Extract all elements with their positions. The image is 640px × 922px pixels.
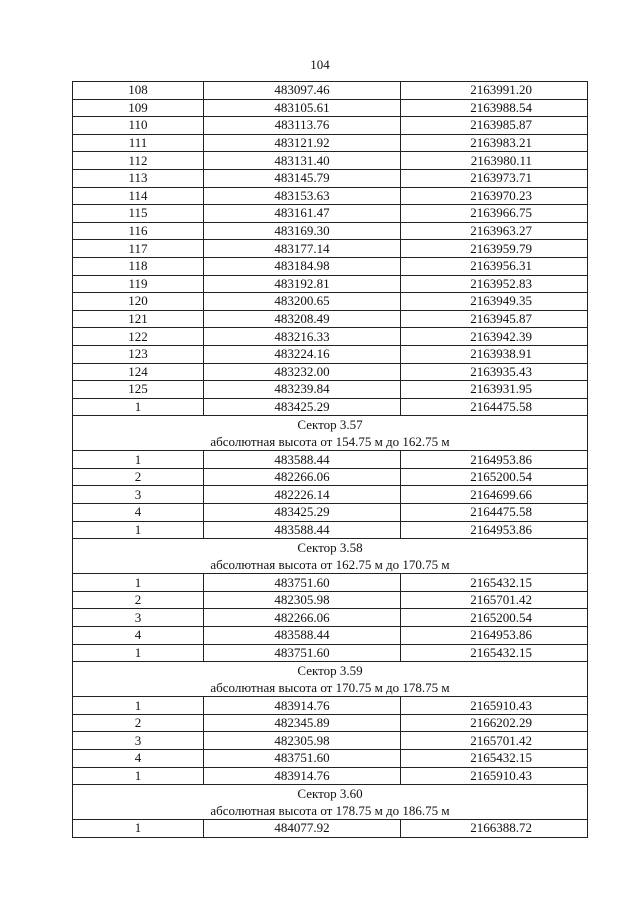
point-number-cell: 4 bbox=[73, 504, 204, 522]
table-row bbox=[73, 169, 588, 187]
sector-altitude: абсолютная высота от 154.75 м до 162.75 м bbox=[210, 434, 450, 450]
x-coordinate-cell: 483184.98 bbox=[204, 257, 401, 275]
point-number-cell: 1 bbox=[73, 521, 204, 539]
x-coordinate-cell: 483145.79 bbox=[204, 169, 401, 187]
table-row bbox=[73, 574, 588, 592]
table-row bbox=[73, 732, 588, 750]
y-coordinate-cell: 2165701.42 bbox=[401, 591, 588, 609]
point-number-cell: 113 bbox=[73, 169, 204, 187]
x-coordinate-cell: 483216.33 bbox=[204, 328, 401, 346]
point-number-cell: 1 bbox=[73, 820, 204, 838]
coordinates-table bbox=[72, 81, 588, 838]
table-row bbox=[73, 240, 588, 258]
table-row bbox=[73, 486, 588, 504]
y-coordinate-cell: 2163952.83 bbox=[401, 275, 588, 293]
table-row bbox=[73, 187, 588, 205]
table-row bbox=[73, 293, 588, 311]
point-number-cell: 122 bbox=[73, 328, 204, 346]
x-coordinate-cell: 483232.00 bbox=[204, 363, 401, 381]
sector-title: Сектор 3.59 bbox=[297, 663, 363, 679]
point-number-cell: 2 bbox=[73, 468, 204, 486]
y-coordinate-cell: 2165200.54 bbox=[401, 468, 588, 486]
table-row bbox=[73, 398, 588, 416]
x-coordinate-cell: 483121.92 bbox=[204, 134, 401, 152]
sector-title: Сектор 3.58 bbox=[297, 540, 363, 556]
table-row bbox=[73, 609, 588, 627]
point-number-cell: 114 bbox=[73, 187, 204, 205]
table-row bbox=[73, 521, 588, 539]
point-number-cell: 1 bbox=[73, 767, 204, 785]
point-number-cell: 1 bbox=[73, 398, 204, 416]
y-coordinate-cell: 2165432.15 bbox=[401, 644, 588, 662]
table-row bbox=[73, 714, 588, 732]
y-coordinate-cell: 2165910.43 bbox=[401, 767, 588, 785]
sector-altitude: абсолютная высота от 162.75 м до 170.75 м bbox=[210, 557, 450, 573]
point-number-cell: 112 bbox=[73, 152, 204, 170]
point-number-cell: 116 bbox=[73, 222, 204, 240]
x-coordinate-cell: 482266.06 bbox=[204, 468, 401, 486]
table-row bbox=[73, 99, 588, 117]
x-coordinate-cell: 482305.98 bbox=[204, 732, 401, 750]
y-coordinate-cell: 2165910.43 bbox=[401, 697, 588, 715]
x-coordinate-cell: 483192.81 bbox=[204, 275, 401, 293]
table-row bbox=[73, 257, 588, 275]
x-coordinate-cell: 483914.76 bbox=[204, 767, 401, 785]
point-number-cell: 4 bbox=[73, 750, 204, 768]
y-coordinate-cell: 2163991.20 bbox=[401, 82, 588, 100]
y-coordinate-cell: 2163945.87 bbox=[401, 310, 588, 328]
point-number-cell: 115 bbox=[73, 205, 204, 223]
table-row bbox=[73, 134, 588, 152]
point-number-cell: 4 bbox=[73, 627, 204, 645]
x-coordinate-cell: 483161.47 bbox=[204, 205, 401, 223]
point-number-cell: 123 bbox=[73, 345, 204, 363]
point-number-cell: 124 bbox=[73, 363, 204, 381]
table-row bbox=[73, 627, 588, 645]
y-coordinate-cell: 2163973.71 bbox=[401, 169, 588, 187]
table-row bbox=[73, 697, 588, 715]
y-coordinate-cell: 2163988.54 bbox=[401, 99, 588, 117]
y-coordinate-cell: 2163980.11 bbox=[401, 152, 588, 170]
sector-altitude: абсолютная высота от 178.75 м до 186.75 м bbox=[210, 803, 450, 819]
sector-header-row bbox=[73, 662, 588, 697]
table-row bbox=[73, 328, 588, 346]
table-row bbox=[73, 504, 588, 522]
y-coordinate-cell: 2163959.79 bbox=[401, 240, 588, 258]
x-coordinate-cell: 483425.29 bbox=[204, 504, 401, 522]
y-coordinate-cell: 2163942.39 bbox=[401, 328, 588, 346]
point-number-cell: 3 bbox=[73, 486, 204, 504]
table-row bbox=[73, 451, 588, 469]
point-number-cell: 2 bbox=[73, 714, 204, 732]
y-coordinate-cell: 2163931.95 bbox=[401, 381, 588, 399]
x-coordinate-cell: 483200.65 bbox=[204, 293, 401, 311]
x-coordinate-cell: 483105.61 bbox=[204, 99, 401, 117]
coordinates-table-body bbox=[73, 82, 588, 838]
point-number-cell: 108 bbox=[73, 82, 204, 100]
x-coordinate-cell: 483914.76 bbox=[204, 697, 401, 715]
table-row bbox=[73, 310, 588, 328]
point-number-cell: 1 bbox=[73, 451, 204, 469]
x-coordinate-cell: 483425.29 bbox=[204, 398, 401, 416]
y-coordinate-cell: 2164475.58 bbox=[401, 504, 588, 522]
x-coordinate-cell: 483208.49 bbox=[204, 310, 401, 328]
point-number-cell: 109 bbox=[73, 99, 204, 117]
table-row bbox=[73, 820, 588, 838]
point-number-cell: 121 bbox=[73, 310, 204, 328]
point-number-cell: 120 bbox=[73, 293, 204, 311]
table-row bbox=[73, 345, 588, 363]
y-coordinate-cell: 2163956.31 bbox=[401, 257, 588, 275]
x-coordinate-cell: 483588.44 bbox=[204, 521, 401, 539]
x-coordinate-cell: 483751.60 bbox=[204, 574, 401, 592]
page-number: 104 bbox=[310, 57, 330, 72]
point-number-cell: 1 bbox=[73, 644, 204, 662]
y-coordinate-cell: 2163938.91 bbox=[401, 345, 588, 363]
sector-header bbox=[73, 662, 588, 697]
point-number-cell: 119 bbox=[73, 275, 204, 293]
y-coordinate-cell: 2164699.66 bbox=[401, 486, 588, 504]
table-row bbox=[73, 275, 588, 293]
x-coordinate-cell: 483751.60 bbox=[204, 750, 401, 768]
y-coordinate-cell: 2165432.15 bbox=[401, 750, 588, 768]
table-row bbox=[73, 381, 588, 399]
x-coordinate-cell: 482226.14 bbox=[204, 486, 401, 504]
x-coordinate-cell: 483751.60 bbox=[204, 644, 401, 662]
x-coordinate-cell: 482345.89 bbox=[204, 714, 401, 732]
table-row bbox=[73, 468, 588, 486]
point-number-cell: 2 bbox=[73, 591, 204, 609]
sector-header bbox=[73, 785, 588, 820]
x-coordinate-cell: 483113.76 bbox=[204, 117, 401, 135]
y-coordinate-cell: 2164953.86 bbox=[401, 521, 588, 539]
sector-header-row bbox=[73, 785, 588, 820]
table-row bbox=[73, 767, 588, 785]
y-coordinate-cell: 2163970.23 bbox=[401, 187, 588, 205]
y-coordinate-cell: 2164953.86 bbox=[401, 451, 588, 469]
y-coordinate-cell: 2163949.35 bbox=[401, 293, 588, 311]
point-number-cell: 111 bbox=[73, 134, 204, 152]
table-row bbox=[73, 152, 588, 170]
x-coordinate-cell: 484077.92 bbox=[204, 820, 401, 838]
sector-header-row bbox=[73, 539, 588, 574]
x-coordinate-cell: 483224.16 bbox=[204, 345, 401, 363]
x-coordinate-cell: 483169.30 bbox=[204, 222, 401, 240]
point-number-cell: 125 bbox=[73, 381, 204, 399]
y-coordinate-cell: 2163966.75 bbox=[401, 205, 588, 223]
point-number-cell: 1 bbox=[73, 574, 204, 592]
point-number-cell: 110 bbox=[73, 117, 204, 135]
sector-altitude: абсолютная высота от 170.75 м до 178.75 м bbox=[210, 680, 450, 696]
x-coordinate-cell: 483097.46 bbox=[204, 82, 401, 100]
table-row bbox=[73, 363, 588, 381]
table-row bbox=[73, 117, 588, 135]
x-coordinate-cell: 483588.44 bbox=[204, 627, 401, 645]
y-coordinate-cell: 2165432.15 bbox=[401, 574, 588, 592]
y-coordinate-cell: 2163963.27 bbox=[401, 222, 588, 240]
sector-header bbox=[73, 416, 588, 451]
y-coordinate-cell: 2166202.29 bbox=[401, 714, 588, 732]
table-row bbox=[73, 750, 588, 768]
point-number-cell: 3 bbox=[73, 732, 204, 750]
y-coordinate-cell: 2163983.21 bbox=[401, 134, 588, 152]
table-row bbox=[73, 205, 588, 223]
x-coordinate-cell: 483131.40 bbox=[204, 152, 401, 170]
y-coordinate-cell: 2164953.86 bbox=[401, 627, 588, 645]
x-coordinate-cell: 482305.98 bbox=[204, 591, 401, 609]
table-row bbox=[73, 82, 588, 100]
x-coordinate-cell: 483177.14 bbox=[204, 240, 401, 258]
point-number-cell: 117 bbox=[73, 240, 204, 258]
sector-title: Сектор 3.57 bbox=[297, 417, 363, 433]
x-coordinate-cell: 483588.44 bbox=[204, 451, 401, 469]
table-row bbox=[73, 644, 588, 662]
table-row bbox=[73, 591, 588, 609]
point-number-cell: 1 bbox=[73, 697, 204, 715]
point-number-cell: 118 bbox=[73, 257, 204, 275]
point-number-cell: 3 bbox=[73, 609, 204, 627]
sector-title: Сектор 3.60 bbox=[297, 786, 363, 802]
y-coordinate-cell: 2163935.43 bbox=[401, 363, 588, 381]
table-row bbox=[73, 222, 588, 240]
x-coordinate-cell: 483153.63 bbox=[204, 187, 401, 205]
y-coordinate-cell: 2164475.58 bbox=[401, 398, 588, 416]
y-coordinate-cell: 2163985.87 bbox=[401, 117, 588, 135]
y-coordinate-cell: 2165701.42 bbox=[401, 732, 588, 750]
sector-header bbox=[73, 539, 588, 574]
y-coordinate-cell: 2165200.54 bbox=[401, 609, 588, 627]
x-coordinate-cell: 483239.84 bbox=[204, 381, 401, 399]
sector-header-row bbox=[73, 416, 588, 451]
x-coordinate-cell: 482266.06 bbox=[204, 609, 401, 627]
y-coordinate-cell: 2166388.72 bbox=[401, 820, 588, 838]
